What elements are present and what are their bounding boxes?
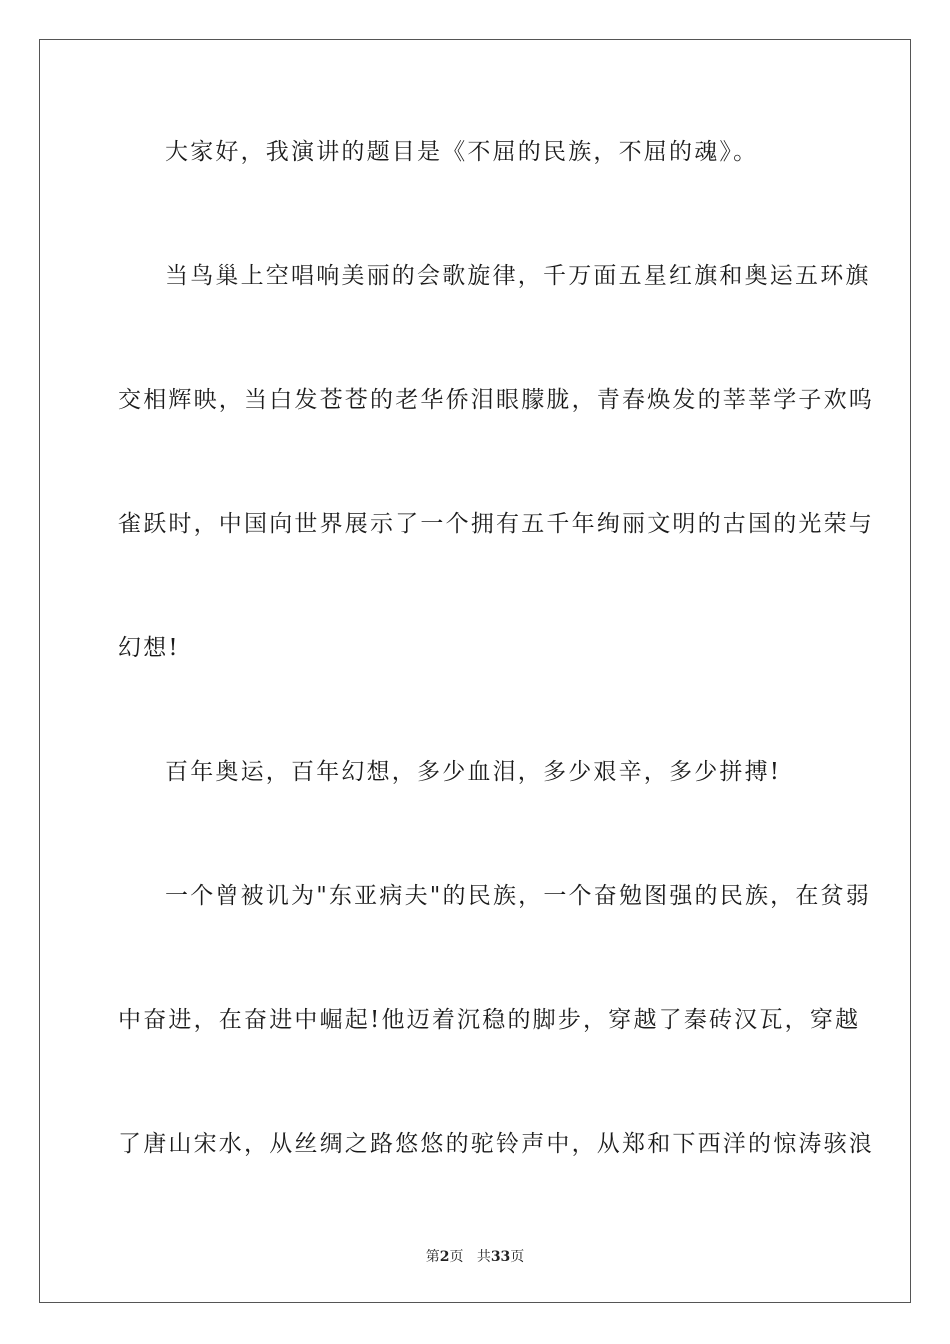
paragraph-line: 百年奥运，百年幻想，多少血泪，多少艰辛，多少拼搏! [165,759,782,785]
paragraph-line: 当鸟巢上空唱响美丽的会歌旋律，千万面五星红旗和奥运五环旗 [165,263,871,289]
paragraph-line: 一个曾被讥为"东亚病夫"的民族，一个奋勉图强的民族，在贫弱 [165,883,871,909]
paragraph-line: 中奋进，在奋进中崛起!他迈着沉稳的脚步，穿越了秦砖汉瓦，穿越 [118,1007,861,1033]
footer-total-prefix: 共 [476,1249,491,1265]
page-footer [0,1248,950,1266]
footer-page-suffix: 页 [449,1249,464,1265]
paragraph-line: 大家好，我演讲的题目是《不屈的民族，不屈的魂》。 [165,139,759,165]
footer-prefix: 第 [425,1249,440,1265]
page-number: 2 [439,1249,450,1265]
paragraph-line: 了唐山宋水，从丝绸之路悠悠的驼铃声中，从郑和下西洋的惊涛骇浪 [118,1131,874,1157]
footer-total-suffix: 页 [510,1249,525,1265]
page-border [39,39,911,1303]
paragraph-line: 雀跃时，中国向世界展示了一个拥有五千年绚丽文明的古国的光荣与 [118,511,874,537]
total-pages: 33 [490,1249,511,1265]
paragraph-line: 交相辉映，当白发苍苍的老华侨泪眼朦胧，青春焕发的莘莘学子欢呜 [118,387,874,413]
paragraph-line: 幻想! [118,635,180,661]
